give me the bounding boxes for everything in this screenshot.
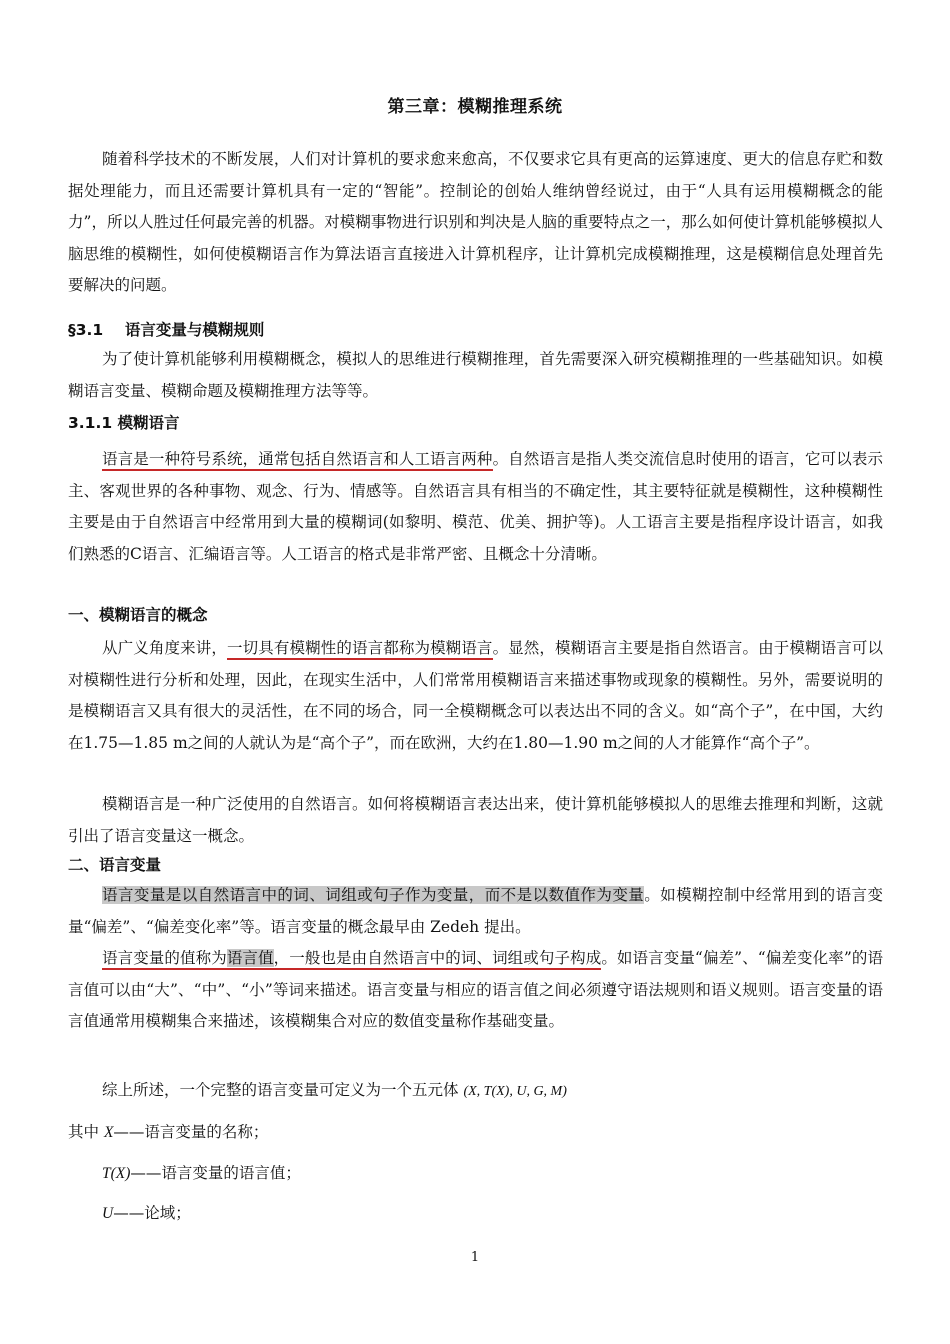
paragraph-text: 。如模糊控制中经常用到的语言变量“偏差”、“偏差变化率”等。语言变量的概念最早由 Zedeh 提出。 bbox=[68, 886, 883, 936]
highlighted-term: 语言值 bbox=[226, 949, 274, 967]
underlined-text: 语言变量的值称为 bbox=[102, 949, 227, 967]
five-tuple-formula: (X, T(X), U, G, M) bbox=[463, 1084, 567, 1099]
subsection-number: 3.1.1 bbox=[68, 414, 113, 432]
section-title: 语言变量与模糊规则 bbox=[124, 321, 265, 339]
underlined-text: ，一般也是由自然语言中的词、词组或句子构成 bbox=[273, 949, 602, 967]
definition-text: ——语言变量的语言值； bbox=[130, 1164, 301, 1182]
section-paragraph: 为了使计算机能够利用模糊概念，模拟人的思维进行模糊推理，首先需要深入研究模糊推理的一些基础知识。如模糊语言变量、模糊命题及模糊推理方法等等。 bbox=[68, 350, 883, 400]
part2-paragraph-2 bbox=[68, 943, 883, 1038]
summary-text: 综上所述，一个完整的语言变量可定义为一个五元体 bbox=[102, 1081, 459, 1099]
five-tuple-definition bbox=[102, 1075, 567, 1108]
section-number: 3.1 bbox=[75, 321, 104, 339]
section-heading bbox=[68, 318, 264, 340]
definition-row bbox=[102, 1198, 191, 1230]
underlined-definition: 语言是一种符号系统，通常包括自然语言和人工语言两种 bbox=[102, 450, 493, 471]
chapter-title: 第三章：模糊推理系统 bbox=[387, 97, 563, 117]
paragraph-lead: 从广义角度来讲， bbox=[102, 639, 227, 657]
part2-paragraph-1 bbox=[68, 880, 883, 943]
definition-text: ——论域； bbox=[113, 1204, 191, 1222]
part1-heading: 一、模糊语言的概念 bbox=[68, 606, 208, 624]
definition-symbol: U bbox=[102, 1205, 114, 1222]
highlighted-definition: 语言变量是以自然语言中的词、词组或句子作为变量，而不是以数值作为变量 bbox=[102, 886, 645, 904]
definition-text: ——语言变量的名称； bbox=[113, 1123, 269, 1141]
underlined-definition: 一切具有模糊性的语言都称为模糊语言 bbox=[227, 639, 493, 660]
paragraph-text: 。自然语言是指人类交流信息时使用的语言，它可以表示主、客观世界的各种事物、观念、行为、情感等。自然语言具有相当的不确定性，其主要特征就是模糊性，这种模糊性主要是由于自然语言中经常用到大量的模糊词(如黎明、模范、优美、拥护等)。人工语言主要是指程序设计语言，如我们熟悉的C语言、汇编语言等。人工语言的格式是非常严密、且概念十分清晰。 bbox=[68, 450, 883, 563]
subsection-title: 模糊语言 bbox=[117, 414, 180, 432]
definition-symbol: T(X) bbox=[102, 1165, 131, 1182]
subsection-paragraph bbox=[68, 444, 883, 570]
section-symbol: § bbox=[68, 321, 76, 339]
paragraph-text: 。如语言变量“偏差”、“偏差变化率”的语言值可以由“大”、“中”、“小”等词来描述。语言变量与相应的语言值之间必须遵守语法规则和语义规则。语言变量的语言值通常用模糊集合来描述，该模糊集合对应的数值变量称作基础变量。 bbox=[68, 949, 883, 1030]
part2-heading: 二、语言变量 bbox=[68, 856, 162, 874]
where-lead: 其中 bbox=[68, 1123, 100, 1141]
part1-paragraph-2: 模糊语言是一种广泛使用的自然语言。如何将模糊语言表达出来，使计算机能够模拟人的思维去推理和判断，这就引出了语言变量这一概念。 bbox=[68, 795, 883, 845]
page-number: 1 bbox=[470, 1250, 480, 1265]
subsection-heading bbox=[68, 411, 180, 433]
part1-paragraph-1 bbox=[68, 633, 883, 759]
underlined-definition bbox=[102, 949, 601, 970]
definition-row bbox=[68, 1117, 268, 1149]
definition-row bbox=[102, 1158, 301, 1190]
intro-paragraph: 随着科学技术的不断发展，人们对计算机的要求愈来愈高，不仅要求它具有更高的运算速度、更大的信息存贮和数据处理能力，而且还需要计算机具有一定的“智能”。控制论的创始人维纳曾经说过，由于“人具有运用模糊概念的能力”，所以人胜过任何最完善的机器。对模糊事物进行识别和判决是人脑的重要特点之一，那么如何使计算机能够模拟人脑思维的模糊性，如何使模糊语言作为算法语言直接进入计算机程序，让计算机完成模糊推理，这是模糊信息处理首先要解决的问题。 bbox=[68, 150, 883, 294]
paragraph-text: 。显然，模糊语言主要是指自然语言。由于模糊语言可以对模糊性进行分析和处理，因此，在现实生活中，人们常常用模糊语言来描述事物或现象的模糊性。另外，需要说明的是模糊语言又具有很大的灵活性，在不同的场合，同一全模糊概念可以表达出不同的含义。如“高个子”，在中国，大约在1.75—1.85 m之间的人就认为是“高个子”，而在欧洲，大约在1.80—1.90 m之间的人才能算作“高个子”。 bbox=[68, 639, 883, 752]
definition-symbol: X bbox=[103, 1124, 114, 1141]
